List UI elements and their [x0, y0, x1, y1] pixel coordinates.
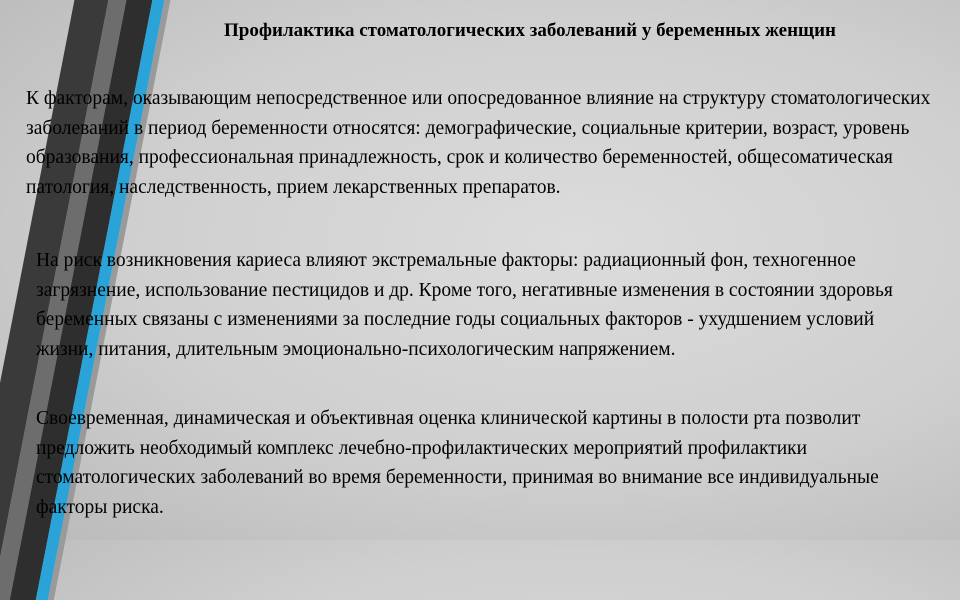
paragraph-caries-risk: На риск возникновения кариеса влияют экстремальные факторы: радиационный фон, техногенное загрязнение, использование пестицидов и др. Кроме того, негативные изменения в состоянии здоровья беременных связаны с изменениями за последние годы социальных факторов - ухудшением условий жизни, питания, длительным эмоционально-психологическим напряжением. [36, 250, 893, 360]
paragraph-assessment: Своевременная, динамическая и объективная оценка клинической картины в полости рта позволит предложить необходимый комплекс лечебно-профилактических мероприятий профилактики стоматологических заболеваний во время беременности, принимая во внимание все индивидуальные факторы риска. [36, 408, 879, 518]
slide-title: Профилактика стоматологических заболеваний у беременных женщин [224, 20, 836, 41]
paragraph-factors: К факторам, оказывающим непосредственное или опосредованное влияние на структуру стоматологических заболеваний в период беременности относятся: демографические, социальные критерии, возраст, уровень образования, профессиональная принадлежность, срок и количество беременностей, общесоматическая патология, наследственность, прием лекарственных препаратов. [26, 88, 931, 198]
